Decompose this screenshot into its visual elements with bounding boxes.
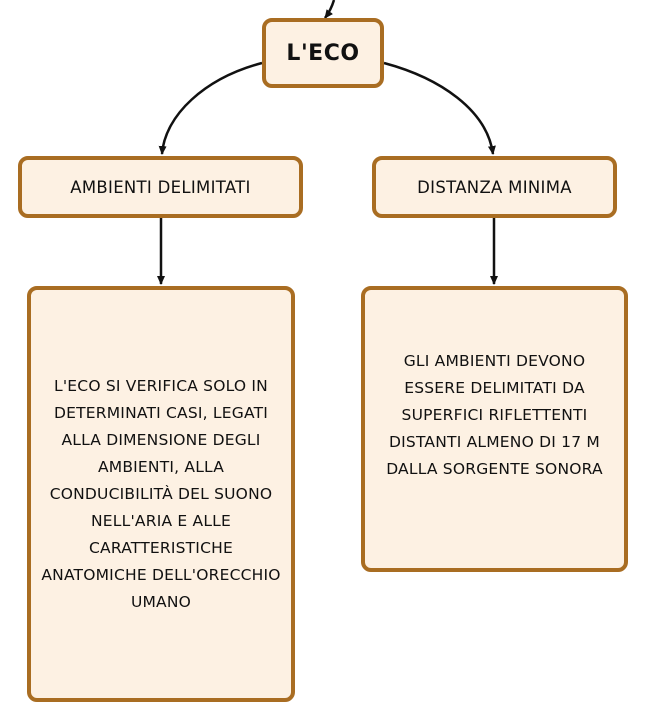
node-ambienti-delimitati[interactable] <box>18 156 303 218</box>
root-node-title[interactable] <box>262 18 384 88</box>
node-ambienti-description[interactable] <box>27 286 295 702</box>
connector-title-to-right <box>384 63 493 154</box>
connector-title-to-left <box>162 63 262 154</box>
root-node-label: L'ECO <box>286 40 360 66</box>
node-ambienti-description-text: L'ECO SI VERIFICA SOLO IN DETERMINATI CASI, LEGATI ALLA DIMENSIONE DEGLI AMBIENTI, ALLA CONDUCIBILITÀ DEL SUONO NELL'ARIA E ALLE CARATTERISTICHE ANATOMICHE DELL'ORECCHIO UMANO <box>41 376 281 611</box>
node-distanza-minima-label: DISTANZA MINIMA <box>417 177 572 197</box>
incoming-connector <box>325 0 334 18</box>
node-distanza-description[interactable] <box>361 286 628 572</box>
node-distanza-description-text: GLI AMBIENTI DEVONO ESSERE DELIMITATI DA SUPERFICI RIFLETTENTI DISTANTI ALMENO DI 17 M DALLA SORGENTE SONORA <box>386 351 603 478</box>
node-ambienti-delimitati-label: AMBIENTI DELIMITATI <box>70 177 251 197</box>
node-distanza-minima[interactable] <box>372 156 617 218</box>
